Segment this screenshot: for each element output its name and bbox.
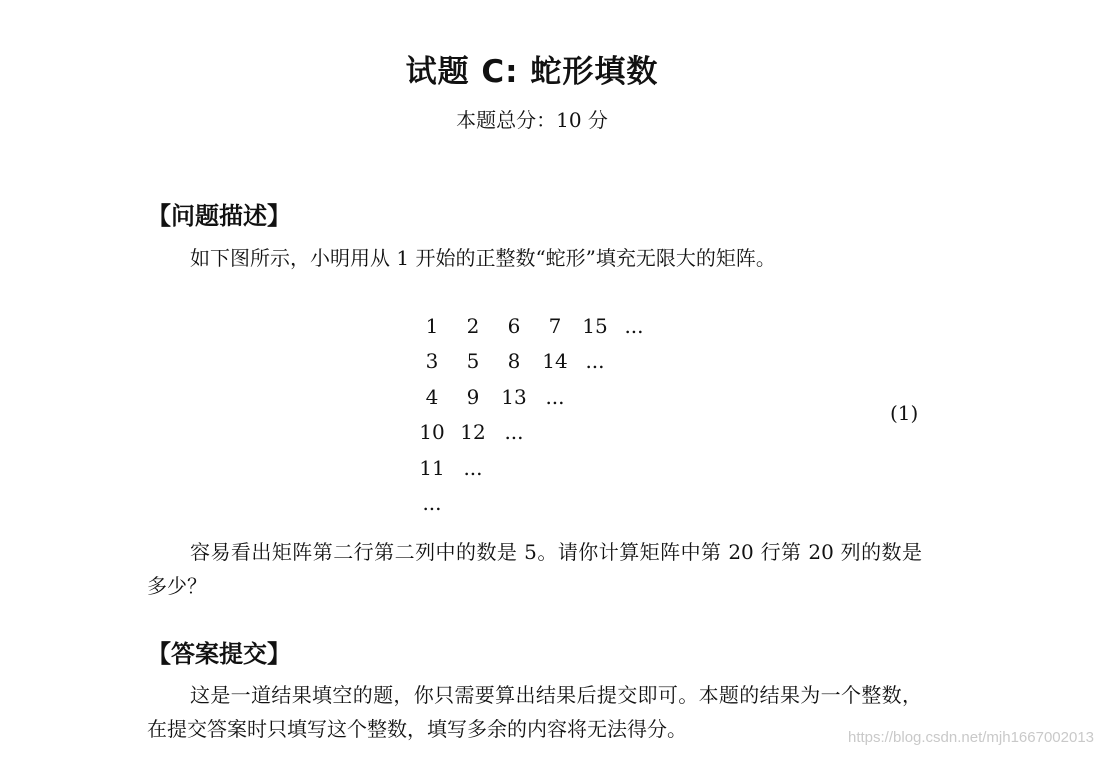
matrix-cell: 12 [460, 420, 486, 445]
total-score: 本题总分：10 分 [456, 108, 608, 132]
matrix-cell: 14 [542, 349, 568, 374]
matrix-cell: ... [545, 384, 565, 409]
matrix-cell: 9 [466, 384, 480, 409]
matrix-cell: ... [624, 314, 644, 338]
equation-number: (1) [890, 401, 919, 425]
problem-description-text: 如下图所示，小明用从 1 开始的正整数“蛇形”填充无限大的矩阵。 [190, 246, 776, 270]
matrix-cell: 15 [582, 314, 608, 338]
matrix-cell: ... [585, 349, 605, 374]
matrix-cell: 2 [466, 314, 480, 338]
matrix-cell: ... [463, 455, 483, 480]
question-text: 容易看出矩阵第二行第二列中的数是 5。请你计算矩阵中第 20 行第 20 列的数是多少？ [147, 540, 922, 598]
matrix-cell: 5 [466, 349, 480, 374]
matrix-cell: 6 [507, 314, 521, 338]
matrix-cell: 10 [419, 420, 445, 445]
matrix-cell: 11 [419, 455, 445, 480]
matrix-cell: 3 [425, 349, 439, 374]
problem-description-heading: 【问题描述】 [147, 202, 291, 230]
answer-submission-heading: 【答案提交】 [147, 640, 291, 668]
matrix-cell: 8 [507, 349, 521, 374]
matrix-cell: 13 [501, 384, 527, 409]
matrix-cell: 7 [548, 314, 562, 338]
watermark: https://blog.csdn.net/mjh1667002013 [848, 729, 1095, 746]
answer-submission-text: 这是一道结果填空的题，你只需要算出结果后提交即可。本题的结果为一个整数，在提交答案时只填写这个整数，填写多余的内容将无法得分。 [147, 683, 922, 741]
matrix-cell: 4 [425, 384, 439, 409]
matrix-cell: ... [504, 420, 524, 445]
problem-title: 试题 C: 蛇形填数 [405, 54, 659, 90]
matrix-cell: 1 [425, 314, 439, 338]
matrix-cell: ... [422, 490, 442, 515]
